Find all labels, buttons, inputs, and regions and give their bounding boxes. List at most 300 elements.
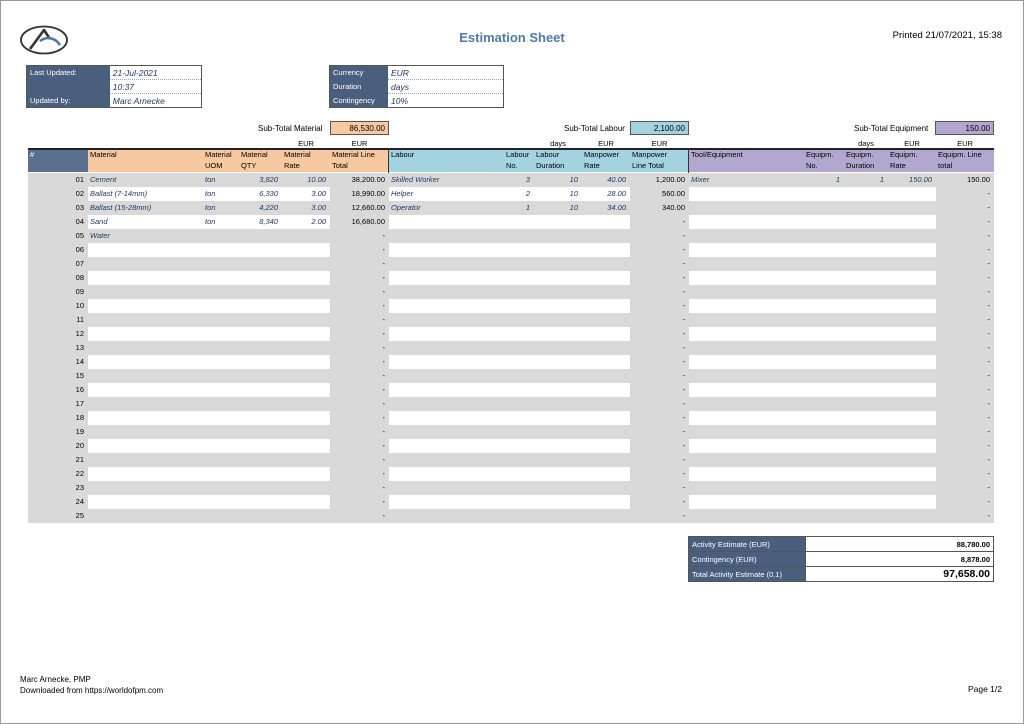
tool-name[interactable]: [689, 397, 804, 411]
equipment-duration[interactable]: [844, 411, 888, 425]
labour-no[interactable]: [504, 425, 534, 439]
equipment-rate[interactable]: [888, 341, 936, 355]
labour-no[interactable]: [504, 369, 534, 383]
equipment-duration[interactable]: [844, 187, 888, 201]
material-rate[interactable]: [282, 257, 330, 271]
equipment-rate[interactable]: [888, 243, 936, 257]
equipment-duration[interactable]: [844, 215, 888, 229]
material-rate[interactable]: [282, 313, 330, 327]
labour-no[interactable]: 3: [504, 173, 534, 187]
equipment-duration[interactable]: [844, 481, 888, 495]
material-rate[interactable]: [282, 271, 330, 285]
updated-by-value[interactable]: Marc Arnecke: [110, 94, 202, 108]
equipment-no[interactable]: [804, 313, 844, 327]
equipment-rate[interactable]: [888, 481, 936, 495]
material-qty[interactable]: [239, 299, 282, 313]
material-rate[interactable]: [282, 481, 330, 495]
equipment-duration[interactable]: [844, 313, 888, 327]
tool-name[interactable]: [689, 481, 804, 495]
material-uom[interactable]: [203, 355, 239, 369]
equipment-rate[interactable]: [888, 285, 936, 299]
equipment-duration[interactable]: [844, 397, 888, 411]
manpower-rate[interactable]: [582, 229, 630, 243]
equipment-no[interactable]: [804, 439, 844, 453]
equipment-no[interactable]: [804, 453, 844, 467]
manpower-rate[interactable]: [582, 411, 630, 425]
manpower-rate[interactable]: [582, 355, 630, 369]
material-uom[interactable]: [203, 341, 239, 355]
duration-value[interactable]: days: [388, 80, 504, 94]
labour-name[interactable]: [389, 397, 504, 411]
labour-duration[interactable]: [534, 495, 582, 509]
material-uom[interactable]: [203, 453, 239, 467]
labour-name[interactable]: [389, 271, 504, 285]
labour-name[interactable]: [389, 369, 504, 383]
material-uom[interactable]: [203, 229, 239, 243]
labour-name[interactable]: [389, 243, 504, 257]
labour-no[interactable]: [504, 215, 534, 229]
material-rate[interactable]: 10.00: [282, 173, 330, 187]
labour-duration[interactable]: [534, 411, 582, 425]
labour-no[interactable]: [504, 481, 534, 495]
material-name[interactable]: [88, 453, 203, 467]
equipment-duration[interactable]: [844, 495, 888, 509]
material-name[interactable]: [88, 285, 203, 299]
tool-name[interactable]: [689, 411, 804, 425]
material-name[interactable]: [88, 467, 203, 481]
equipment-rate[interactable]: [888, 271, 936, 285]
equipment-no[interactable]: [804, 467, 844, 481]
equipment-no[interactable]: [804, 299, 844, 313]
equipment-no[interactable]: [804, 257, 844, 271]
material-rate[interactable]: [282, 425, 330, 439]
labour-duration[interactable]: [534, 341, 582, 355]
equipment-rate[interactable]: [888, 299, 936, 313]
labour-no[interactable]: [504, 299, 534, 313]
material-name[interactable]: Water: [88, 229, 203, 243]
material-name[interactable]: [88, 439, 203, 453]
material-uom[interactable]: [203, 383, 239, 397]
material-rate[interactable]: [282, 509, 330, 523]
material-rate[interactable]: 3.00: [282, 201, 330, 215]
labour-no[interactable]: 1: [504, 201, 534, 215]
equipment-rate[interactable]: [888, 355, 936, 369]
material-rate[interactable]: 2.00: [282, 215, 330, 229]
equipment-duration[interactable]: [844, 257, 888, 271]
material-uom[interactable]: [203, 467, 239, 481]
labour-duration[interactable]: [534, 215, 582, 229]
labour-name[interactable]: [389, 341, 504, 355]
tool-name[interactable]: [689, 257, 804, 271]
labour-duration[interactable]: 10: [534, 187, 582, 201]
labour-name[interactable]: [389, 411, 504, 425]
equipment-rate[interactable]: [888, 327, 936, 341]
labour-duration[interactable]: [534, 355, 582, 369]
manpower-rate[interactable]: 40.00: [582, 173, 630, 187]
material-name[interactable]: [88, 495, 203, 509]
material-name[interactable]: Sand: [88, 215, 203, 229]
material-uom[interactable]: ton: [203, 215, 239, 229]
equipment-duration[interactable]: [844, 327, 888, 341]
labour-duration[interactable]: [534, 271, 582, 285]
labour-name[interactable]: [389, 355, 504, 369]
labour-no[interactable]: [504, 341, 534, 355]
labour-duration[interactable]: 10: [534, 173, 582, 187]
tool-name[interactable]: [689, 383, 804, 397]
equipment-rate[interactable]: [888, 201, 936, 215]
material-name[interactable]: [88, 271, 203, 285]
equipment-duration[interactable]: [844, 509, 888, 523]
labour-name[interactable]: [389, 257, 504, 271]
manpower-rate[interactable]: 34.00: [582, 201, 630, 215]
equipment-duration[interactable]: [844, 271, 888, 285]
material-rate[interactable]: [282, 397, 330, 411]
equipment-no[interactable]: [804, 355, 844, 369]
material-qty[interactable]: [239, 509, 282, 523]
manpower-rate[interactable]: [582, 215, 630, 229]
material-rate[interactable]: 3.00: [282, 187, 330, 201]
labour-duration[interactable]: [534, 467, 582, 481]
material-uom[interactable]: [203, 481, 239, 495]
equipment-no[interactable]: [804, 341, 844, 355]
contingency-value[interactable]: 10%: [388, 94, 504, 108]
material-name[interactable]: Ballast (7-14mm): [88, 187, 203, 201]
material-uom[interactable]: [203, 271, 239, 285]
equipment-rate[interactable]: [888, 229, 936, 243]
material-name[interactable]: [88, 299, 203, 313]
material-rate[interactable]: [282, 411, 330, 425]
manpower-rate[interactable]: [582, 509, 630, 523]
labour-duration[interactable]: [534, 229, 582, 243]
labour-no[interactable]: [504, 509, 534, 523]
material-name[interactable]: [88, 243, 203, 257]
material-name[interactable]: [88, 327, 203, 341]
material-name[interactable]: [88, 425, 203, 439]
material-uom[interactable]: [203, 397, 239, 411]
labour-name[interactable]: [389, 425, 504, 439]
material-name[interactable]: [88, 509, 203, 523]
material-qty[interactable]: [239, 453, 282, 467]
labour-name[interactable]: [389, 327, 504, 341]
material-uom[interactable]: [203, 285, 239, 299]
material-qty[interactable]: [239, 411, 282, 425]
material-name[interactable]: Cement: [88, 173, 203, 187]
equipment-no[interactable]: [804, 481, 844, 495]
material-uom[interactable]: [203, 495, 239, 509]
labour-duration[interactable]: 10: [534, 201, 582, 215]
labour-duration[interactable]: [534, 299, 582, 313]
labour-name[interactable]: Helper: [389, 187, 504, 201]
equipment-duration[interactable]: [844, 453, 888, 467]
equipment-no[interactable]: [804, 495, 844, 509]
material-uom[interactable]: ton: [203, 201, 239, 215]
labour-name[interactable]: Skilled Worker: [389, 173, 504, 187]
equipment-duration[interactable]: [844, 229, 888, 243]
material-uom[interactable]: ton: [203, 173, 239, 187]
labour-no[interactable]: [504, 327, 534, 341]
material-qty[interactable]: [239, 257, 282, 271]
manpower-rate[interactable]: [582, 439, 630, 453]
labour-duration[interactable]: [534, 369, 582, 383]
labour-duration[interactable]: [534, 257, 582, 271]
labour-name[interactable]: [389, 383, 504, 397]
equipment-duration[interactable]: [844, 201, 888, 215]
material-name[interactable]: [88, 313, 203, 327]
labour-no[interactable]: [504, 383, 534, 397]
equipment-duration[interactable]: [844, 285, 888, 299]
equipment-duration[interactable]: [844, 467, 888, 481]
material-uom[interactable]: [203, 411, 239, 425]
material-rate[interactable]: [282, 229, 330, 243]
manpower-rate[interactable]: [582, 257, 630, 271]
material-name[interactable]: [88, 411, 203, 425]
labour-duration[interactable]: [534, 439, 582, 453]
equipment-no[interactable]: [804, 327, 844, 341]
labour-duration[interactable]: [534, 383, 582, 397]
equipment-duration[interactable]: [844, 341, 888, 355]
labour-no[interactable]: [504, 355, 534, 369]
tool-name[interactable]: [689, 355, 804, 369]
manpower-rate[interactable]: [582, 495, 630, 509]
labour-no[interactable]: [504, 439, 534, 453]
equipment-no[interactable]: 1: [804, 173, 844, 187]
manpower-rate[interactable]: [582, 243, 630, 257]
equipment-duration[interactable]: [844, 383, 888, 397]
manpower-rate[interactable]: [582, 467, 630, 481]
material-qty[interactable]: [239, 271, 282, 285]
last-updated-time[interactable]: 10:37: [110, 80, 202, 94]
last-updated-date[interactable]: 21-Jul-2021: [110, 66, 202, 80]
material-uom[interactable]: [203, 243, 239, 257]
equipment-rate[interactable]: [888, 397, 936, 411]
equipment-rate[interactable]: [888, 509, 936, 523]
tool-name[interactable]: [689, 313, 804, 327]
material-qty[interactable]: [239, 495, 282, 509]
material-rate[interactable]: [282, 453, 330, 467]
material-uom[interactable]: [203, 313, 239, 327]
equipment-no[interactable]: [804, 243, 844, 257]
equipment-no[interactable]: [804, 369, 844, 383]
equipment-rate[interactable]: [888, 187, 936, 201]
equipment-rate[interactable]: [888, 257, 936, 271]
material-name[interactable]: Ballast (15-28mm): [88, 201, 203, 215]
tool-name[interactable]: [689, 201, 804, 215]
material-qty[interactable]: [239, 369, 282, 383]
material-rate[interactable]: [282, 341, 330, 355]
labour-duration[interactable]: [534, 509, 582, 523]
tool-name[interactable]: [689, 271, 804, 285]
equipment-duration[interactable]: [844, 425, 888, 439]
equipment-no[interactable]: [804, 411, 844, 425]
equipment-duration[interactable]: [844, 299, 888, 313]
manpower-rate[interactable]: [582, 369, 630, 383]
material-rate[interactable]: [282, 327, 330, 341]
material-rate[interactable]: [282, 355, 330, 369]
material-uom[interactable]: [203, 299, 239, 313]
labour-duration[interactable]: [534, 313, 582, 327]
equipment-no[interactable]: [804, 285, 844, 299]
labour-duration[interactable]: [534, 327, 582, 341]
material-name[interactable]: [88, 383, 203, 397]
material-uom[interactable]: [203, 439, 239, 453]
tool-name[interactable]: [689, 453, 804, 467]
equipment-no[interactable]: [804, 383, 844, 397]
material-rate[interactable]: [282, 285, 330, 299]
material-name[interactable]: [88, 369, 203, 383]
material-name[interactable]: [88, 257, 203, 271]
tool-name[interactable]: [689, 509, 804, 523]
material-qty[interactable]: 6,330: [239, 187, 282, 201]
material-name[interactable]: [88, 481, 203, 495]
labour-no[interactable]: [504, 285, 534, 299]
labour-name[interactable]: [389, 481, 504, 495]
manpower-rate[interactable]: [582, 327, 630, 341]
labour-no[interactable]: [504, 243, 534, 257]
manpower-rate[interactable]: [582, 285, 630, 299]
material-rate[interactable]: [282, 369, 330, 383]
material-qty[interactable]: [239, 341, 282, 355]
material-rate[interactable]: [282, 243, 330, 257]
equipment-no[interactable]: [804, 229, 844, 243]
labour-name[interactable]: [389, 453, 504, 467]
manpower-rate[interactable]: [582, 313, 630, 327]
material-name[interactable]: [88, 341, 203, 355]
equipment-duration[interactable]: [844, 243, 888, 257]
labour-name[interactable]: [389, 509, 504, 523]
labour-name[interactable]: [389, 299, 504, 313]
labour-name[interactable]: [389, 285, 504, 299]
material-name[interactable]: [88, 355, 203, 369]
material-qty[interactable]: [239, 313, 282, 327]
labour-no[interactable]: [504, 495, 534, 509]
material-qty[interactable]: 4,220: [239, 201, 282, 215]
equipment-rate[interactable]: [888, 313, 936, 327]
labour-no[interactable]: [504, 271, 534, 285]
labour-no[interactable]: [504, 229, 534, 243]
manpower-rate[interactable]: [582, 397, 630, 411]
currency-value[interactable]: EUR: [388, 66, 504, 80]
tool-name[interactable]: Mixer: [689, 173, 804, 187]
equipment-no[interactable]: [804, 187, 844, 201]
material-qty[interactable]: [239, 425, 282, 439]
material-qty[interactable]: [239, 397, 282, 411]
labour-no[interactable]: [504, 313, 534, 327]
material-rate[interactable]: [282, 439, 330, 453]
material-uom[interactable]: [203, 257, 239, 271]
equipment-rate[interactable]: [888, 425, 936, 439]
labour-name[interactable]: [389, 439, 504, 453]
labour-no[interactable]: [504, 467, 534, 481]
material-rate[interactable]: [282, 383, 330, 397]
material-qty[interactable]: [239, 285, 282, 299]
labour-duration[interactable]: [534, 243, 582, 257]
equipment-rate[interactable]: [888, 215, 936, 229]
material-qty[interactable]: [239, 355, 282, 369]
manpower-rate[interactable]: [582, 453, 630, 467]
tool-name[interactable]: [689, 341, 804, 355]
manpower-rate[interactable]: 28.00: [582, 187, 630, 201]
material-qty[interactable]: [239, 439, 282, 453]
tool-name[interactable]: [689, 495, 804, 509]
labour-name[interactable]: [389, 215, 504, 229]
equipment-rate[interactable]: [888, 453, 936, 467]
manpower-rate[interactable]: [582, 341, 630, 355]
tool-name[interactable]: [689, 243, 804, 257]
tool-name[interactable]: [689, 369, 804, 383]
material-qty[interactable]: 8,340: [239, 215, 282, 229]
equipment-duration[interactable]: 1: [844, 173, 888, 187]
material-qty[interactable]: [239, 481, 282, 495]
manpower-rate[interactable]: [582, 481, 630, 495]
material-qty[interactable]: [239, 383, 282, 397]
equipment-no[interactable]: [804, 425, 844, 439]
material-qty[interactable]: 3,820: [239, 173, 282, 187]
labour-no[interactable]: [504, 453, 534, 467]
material-uom[interactable]: [203, 327, 239, 341]
manpower-rate[interactable]: [582, 299, 630, 313]
manpower-rate[interactable]: [582, 425, 630, 439]
material-rate[interactable]: [282, 299, 330, 313]
material-qty[interactable]: [239, 243, 282, 257]
labour-name[interactable]: [389, 495, 504, 509]
material-qty[interactable]: [239, 229, 282, 243]
labour-name[interactable]: [389, 229, 504, 243]
labour-name[interactable]: [389, 313, 504, 327]
tool-name[interactable]: [689, 327, 804, 341]
equipment-no[interactable]: [804, 201, 844, 215]
material-uom[interactable]: [203, 369, 239, 383]
manpower-rate[interactable]: [582, 271, 630, 285]
tool-name[interactable]: [689, 467, 804, 481]
material-uom[interactable]: [203, 509, 239, 523]
labour-name[interactable]: [389, 467, 504, 481]
tool-name[interactable]: [689, 299, 804, 313]
equipment-duration[interactable]: [844, 439, 888, 453]
tool-name[interactable]: [689, 215, 804, 229]
equipment-duration[interactable]: [844, 369, 888, 383]
tool-name[interactable]: [689, 187, 804, 201]
equipment-no[interactable]: [804, 397, 844, 411]
equipment-rate[interactable]: [888, 439, 936, 453]
labour-no[interactable]: [504, 411, 534, 425]
equipment-rate[interactable]: [888, 369, 936, 383]
tool-name[interactable]: [689, 229, 804, 243]
equipment-no[interactable]: [804, 271, 844, 285]
equipment-rate[interactable]: [888, 411, 936, 425]
tool-name[interactable]: [689, 425, 804, 439]
material-qty[interactable]: [239, 327, 282, 341]
labour-name[interactable]: Operator: [389, 201, 504, 215]
material-uom[interactable]: ton: [203, 187, 239, 201]
material-name[interactable]: [88, 397, 203, 411]
labour-duration[interactable]: [534, 453, 582, 467]
equipment-rate[interactable]: 150.00: [888, 173, 936, 187]
material-uom[interactable]: [203, 425, 239, 439]
labour-no[interactable]: [504, 397, 534, 411]
labour-duration[interactable]: [534, 397, 582, 411]
equipment-duration[interactable]: [844, 355, 888, 369]
tool-name[interactable]: [689, 285, 804, 299]
tool-name[interactable]: [689, 439, 804, 453]
material-qty[interactable]: [239, 467, 282, 481]
labour-no[interactable]: [504, 257, 534, 271]
equipment-no[interactable]: [804, 215, 844, 229]
equipment-no[interactable]: [804, 509, 844, 523]
material-rate[interactable]: [282, 467, 330, 481]
material-rate[interactable]: [282, 495, 330, 509]
equipment-rate[interactable]: [888, 467, 936, 481]
labour-duration[interactable]: [534, 285, 582, 299]
